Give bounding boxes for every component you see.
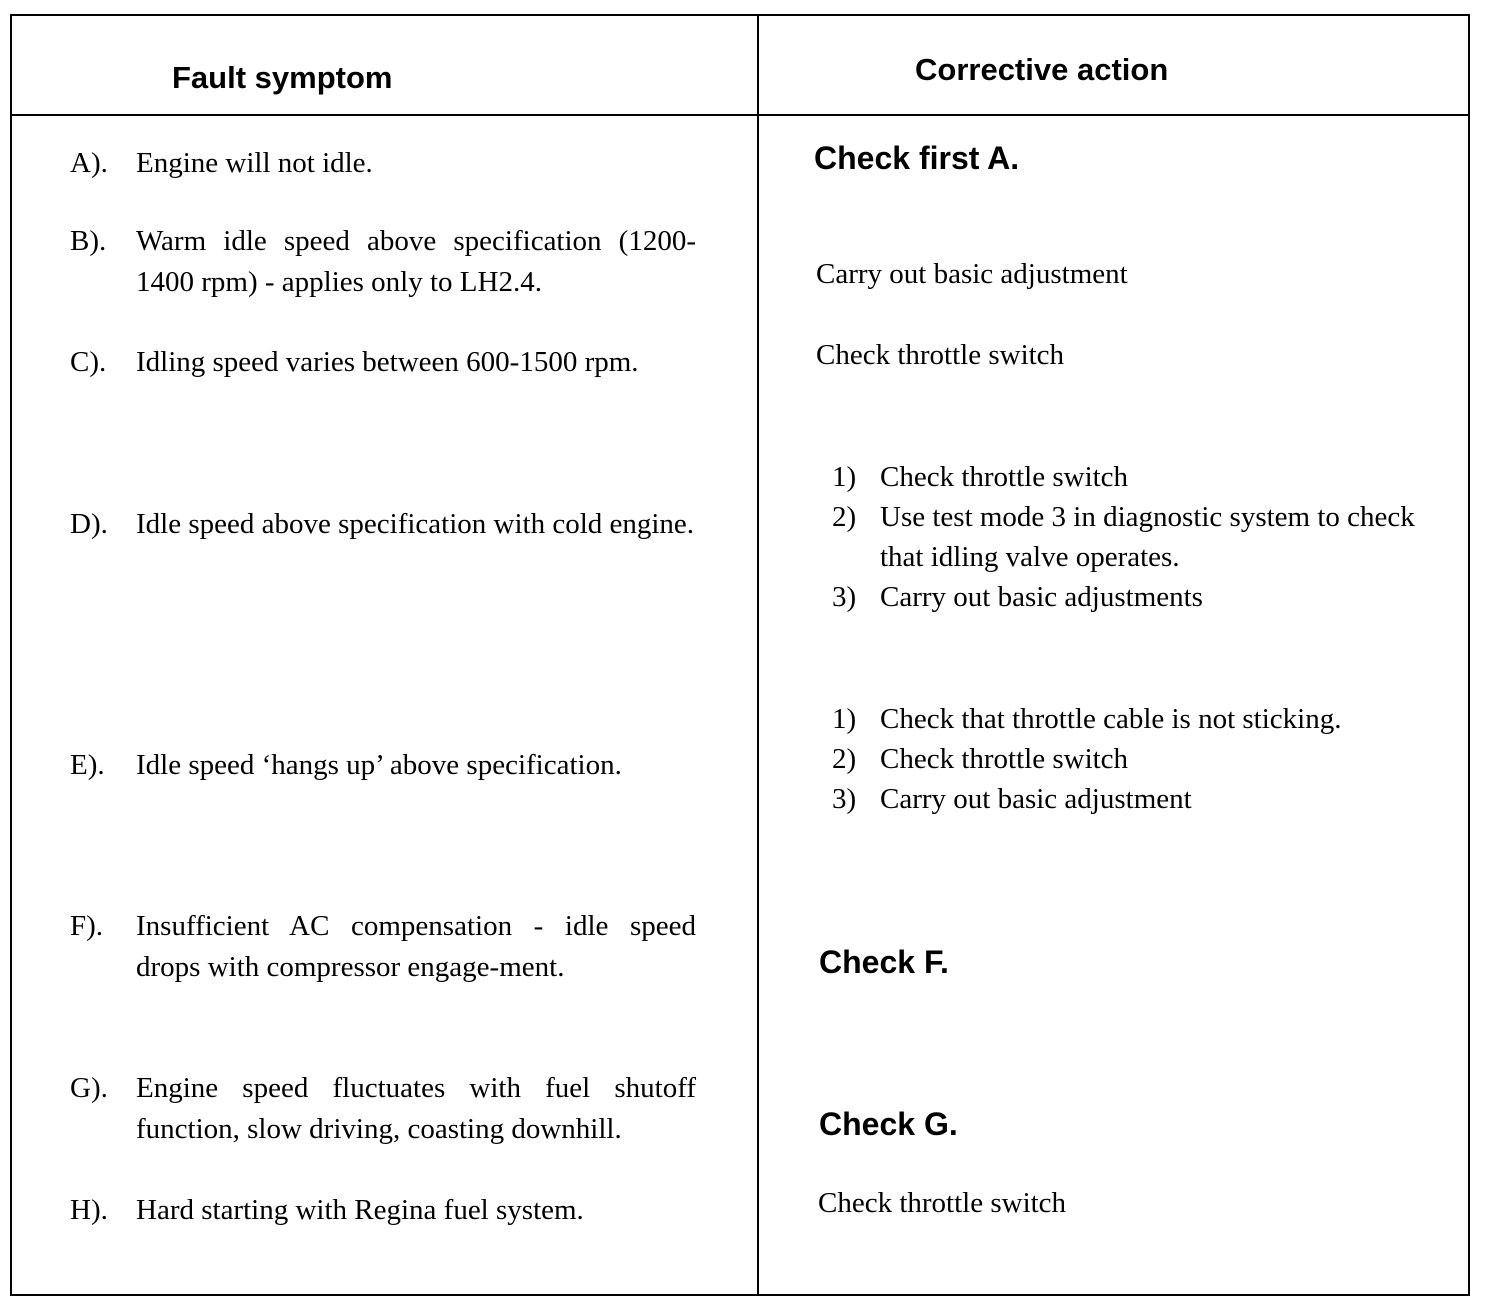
row-label: F).: [70, 910, 104, 942]
symptom-text: Idle speed ‘hangs up’ above specification.: [136, 749, 622, 781]
action-a: Check first A.: [814, 140, 1020, 176]
row-label: E).: [70, 749, 105, 781]
step-number: 3): [832, 581, 857, 613]
symptom-d: [70, 504, 696, 545]
symptom-a: [70, 143, 696, 184]
header-fault-symptom: Fault symptom: [172, 60, 393, 95]
symptom-text: Hard starting with Regina fuel system.: [136, 1194, 584, 1226]
row-label: H).: [70, 1194, 108, 1226]
symptom-text: Idling speed varies between 600-1500 rpm.: [136, 346, 639, 378]
action-f: Check F.: [819, 944, 949, 980]
step-text: Check throttle switch: [880, 461, 1129, 493]
step-text: Carry out basic adjustments: [880, 581, 1203, 613]
symptom-h: [70, 1190, 696, 1231]
step-text: Check throttle switch: [880, 743, 1129, 775]
action-d-list: [832, 457, 1444, 617]
action-step: [832, 497, 1444, 577]
step-number: 3): [832, 783, 857, 815]
action-step: [832, 699, 1444, 739]
header-corrective-action: Corrective action: [915, 52, 1169, 87]
header-divider: [10, 114, 1470, 116]
row-label: G).: [70, 1072, 108, 1104]
symptom-text: Warm idle speed above specification (1200-1400 rpm) - applies only to LH2.4.: [136, 225, 696, 298]
step-number: 2): [832, 501, 857, 533]
step-text: Carry out basic adjustment: [880, 783, 1192, 815]
step-text: Check that throttle cable is not sticking.: [880, 703, 1342, 735]
symptom-text: Insufficient AC compensation - idle speed drops with compressor engage-ment.: [136, 910, 696, 983]
symptom-b: [70, 221, 696, 303]
action-step: [832, 779, 1444, 819]
symptom-text: Engine will not idle.: [136, 147, 373, 179]
symptom-text: Idle speed above specification with cold engine.: [136, 508, 695, 540]
row-label: D).: [70, 508, 108, 540]
column-divider: [757, 14, 759, 1296]
row-label: B).: [70, 225, 107, 257]
action-g: Check G.: [819, 1106, 958, 1142]
row-label: C).: [70, 346, 107, 378]
step-number: 1): [832, 461, 857, 493]
action-c: Check throttle switch: [816, 339, 1065, 371]
symptom-text: Engine speed fluctuates with fuel shutoff function, slow driving, coasting downhill.: [136, 1072, 696, 1145]
action-step: [832, 457, 1444, 497]
symptom-e: [70, 745, 696, 786]
step-number: 1): [832, 703, 857, 735]
step-text: Use test mode 3 in diagnostic system to check that idling valve operates.: [880, 501, 1415, 573]
action-h: Check throttle switch: [818, 1187, 1067, 1219]
step-number: 2): [832, 743, 857, 775]
action-e-list: [832, 699, 1444, 819]
symptom-c: [70, 342, 696, 383]
symptom-g: [70, 1068, 696, 1150]
action-step: [832, 577, 1444, 617]
row-label: A).: [70, 147, 108, 179]
action-b: Carry out basic adjustment: [816, 258, 1128, 290]
symptom-f: [70, 906, 696, 988]
action-step: [832, 739, 1444, 779]
